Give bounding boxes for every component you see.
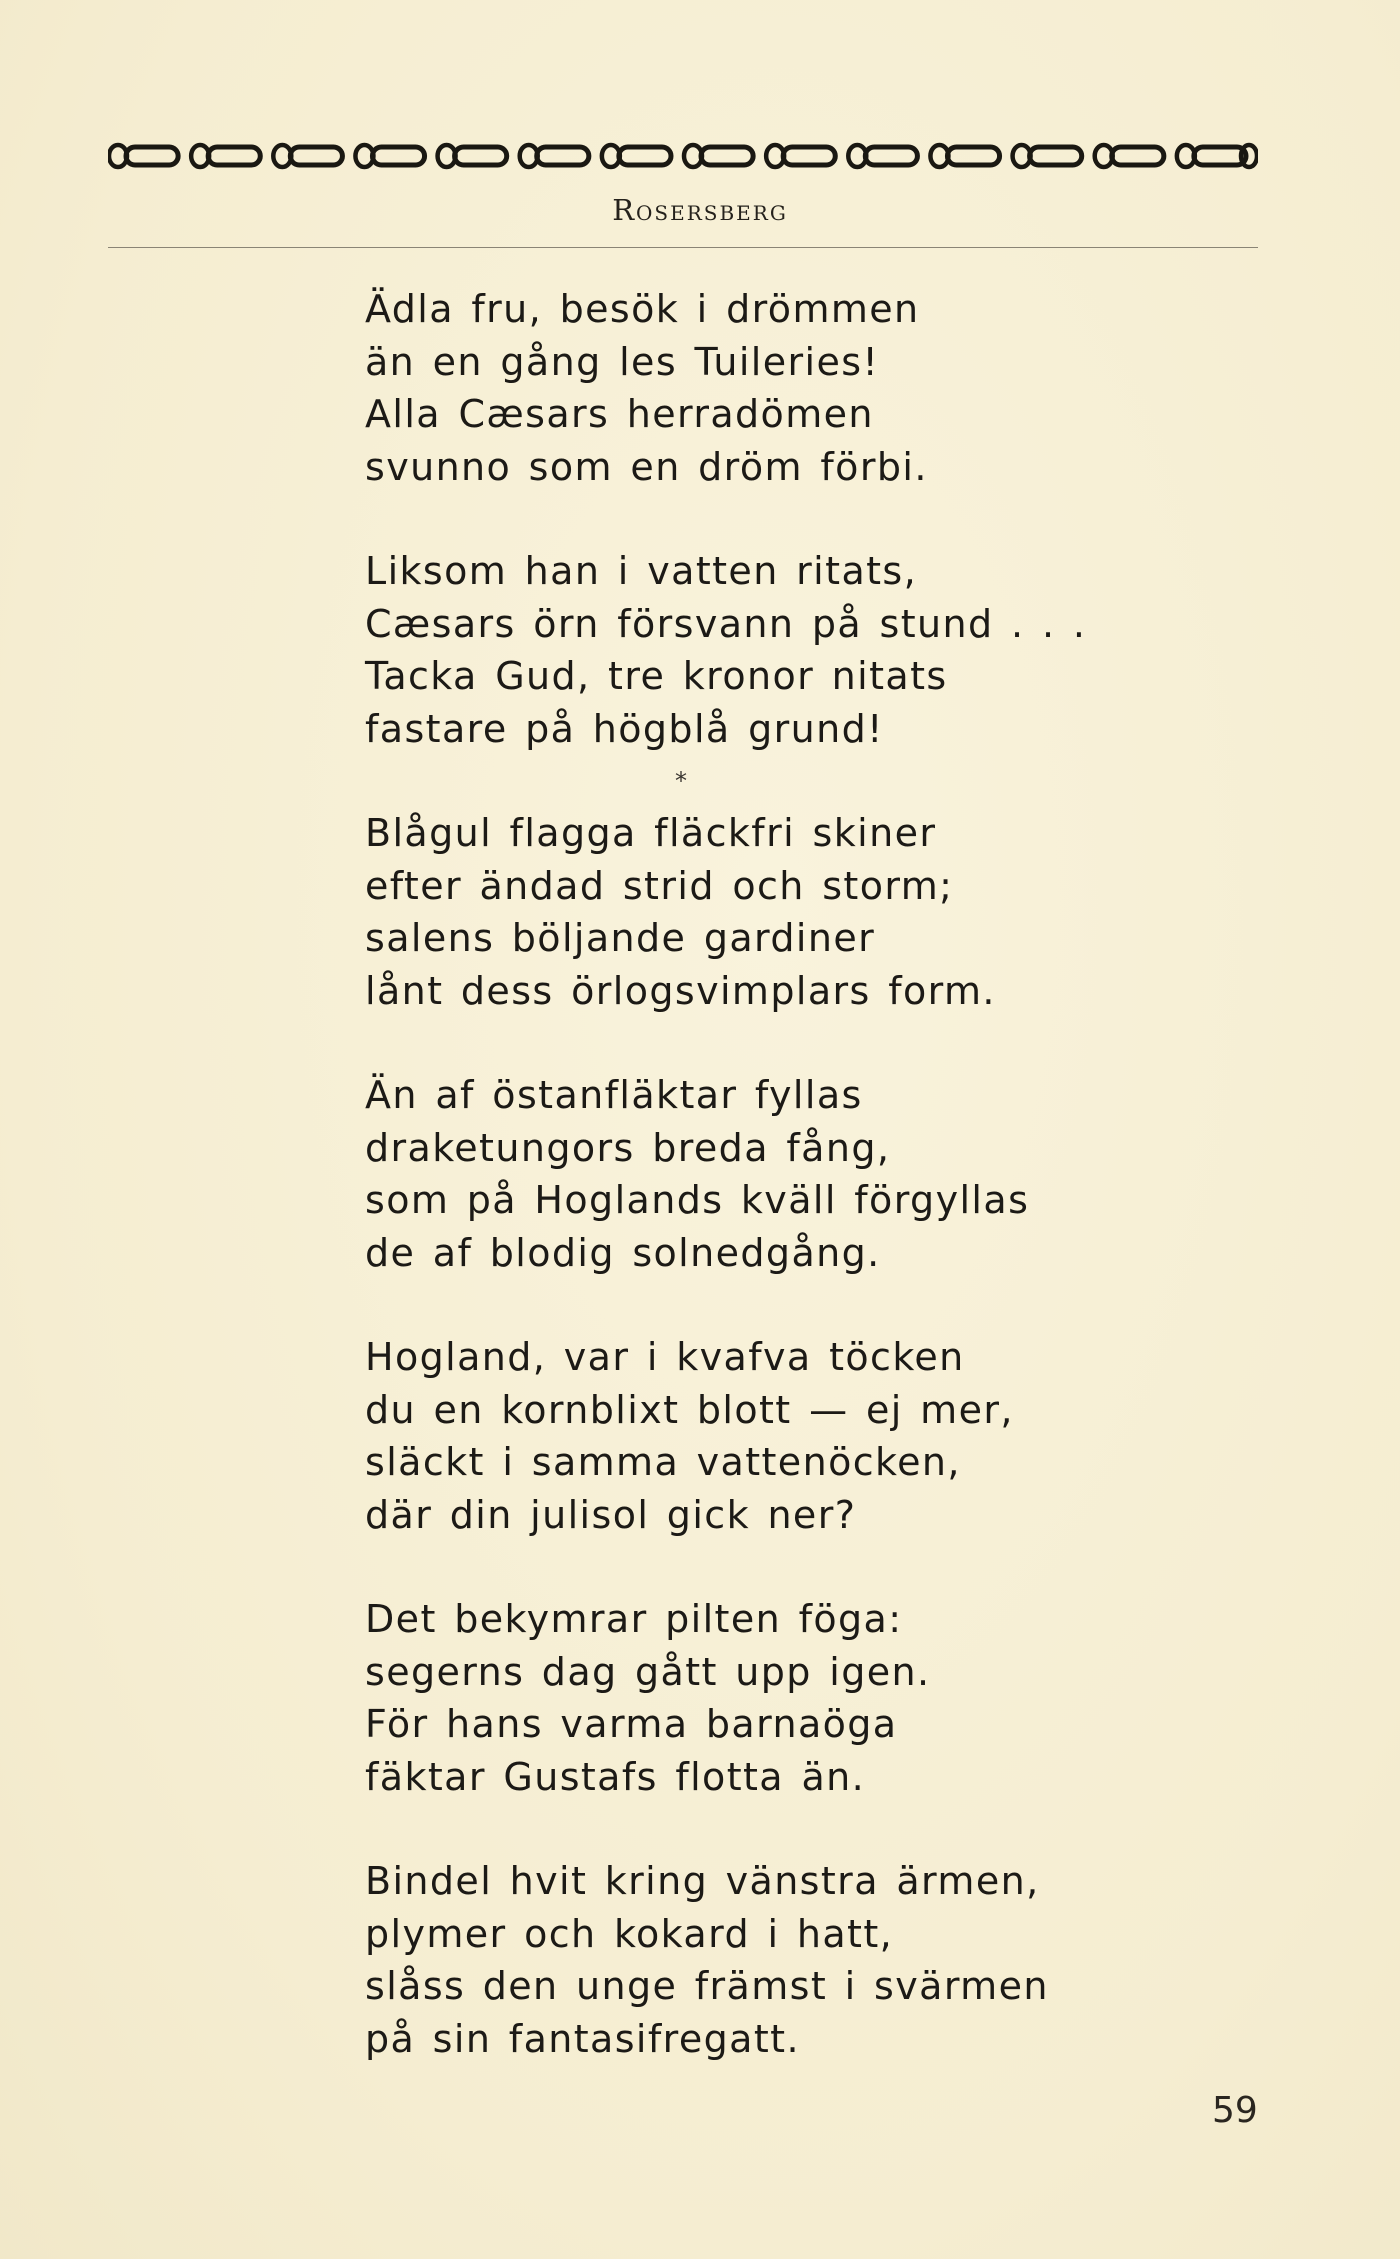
poem-line: de af blodig solnedgång. [365, 1230, 881, 1275]
running-head: Rosersberg [612, 193, 788, 227]
stanza-gap [365, 1541, 1145, 1593]
poem-line: som på Hoglands kväll förgyllas [365, 1178, 1030, 1222]
poem-line: efter ändad strid och storm; [365, 863, 954, 908]
poem-line: fastare på högblå grund! [365, 706, 884, 751]
stanza-2 [365, 545, 1145, 755]
poem-line: slåss den unge främst i svärmen [365, 1964, 1049, 2008]
poem-line: Tacka Gud, tre kronor nitats [365, 654, 948, 698]
stanza-3 [365, 807, 1145, 1017]
poem-line: Än af östanfläktar fyllas [365, 1073, 863, 1117]
poem-line: lånt dess örlogsvimplars form. [365, 968, 996, 1013]
poem-line: släckt i samma vattenöcken, [365, 1440, 961, 1484]
poem-line: draketungors breda fång, [365, 1125, 891, 1170]
poem-line: Ädla fru, besök i drömmen [365, 287, 920, 331]
stanza-gap [365, 1803, 1145, 1855]
poem-line: fäktar Gustafs flotta än. [365, 1754, 866, 1799]
poem-line: salens böljande gardiner [365, 916, 876, 960]
poem-line: Hogland, var i kvafva töcken [365, 1335, 965, 1379]
stanza-1 [365, 283, 1145, 493]
poem-line: Alla Cæsars herradömen [365, 392, 874, 436]
poem-line: Bindel hvit kring vänstra ärmen, [365, 1859, 1040, 1903]
poem-line: du en kornblixt blott — ej mer, [365, 1387, 1014, 1432]
poem-line: på sin fantasifregatt. [365, 2016, 800, 2061]
poem-line: svunno som en dröm förbi. [365, 444, 928, 489]
ornamental-chain-border [108, 138, 1258, 174]
stanza-5 [365, 1331, 1145, 1541]
section-asterisk: * [675, 767, 689, 795]
poem-line: Liksom han i vatten ritats, [365, 549, 918, 593]
poem-line: segerns dag gått upp igen. [365, 1649, 931, 1694]
poem [365, 283, 1145, 2065]
stanza-6 [365, 1593, 1145, 1803]
stanza-gap [365, 1279, 1145, 1331]
header-rule [108, 247, 1258, 248]
poem-line: där din julisol gick ner? [365, 1492, 857, 1537]
poem-line: Cæsars örn försvann på stund . . . [365, 601, 1087, 646]
poem-line: än en gång les Tuileries! [365, 339, 880, 384]
stanza-gap [365, 1017, 1145, 1069]
stanza-7 [365, 1855, 1145, 2065]
poem-line: För hans varma barnaöga [365, 1702, 898, 1746]
poem-line: Det bekymrar pilten föga: [365, 1597, 903, 1641]
poem-line: plymer och kokard i hatt, [365, 1911, 894, 1956]
stanza-4 [365, 1069, 1145, 1279]
page-number: 59 [1212, 2090, 1258, 2131]
stanza-gap [365, 493, 1145, 545]
poem-line: Blågul flagga fläckfri skiner [365, 811, 937, 855]
